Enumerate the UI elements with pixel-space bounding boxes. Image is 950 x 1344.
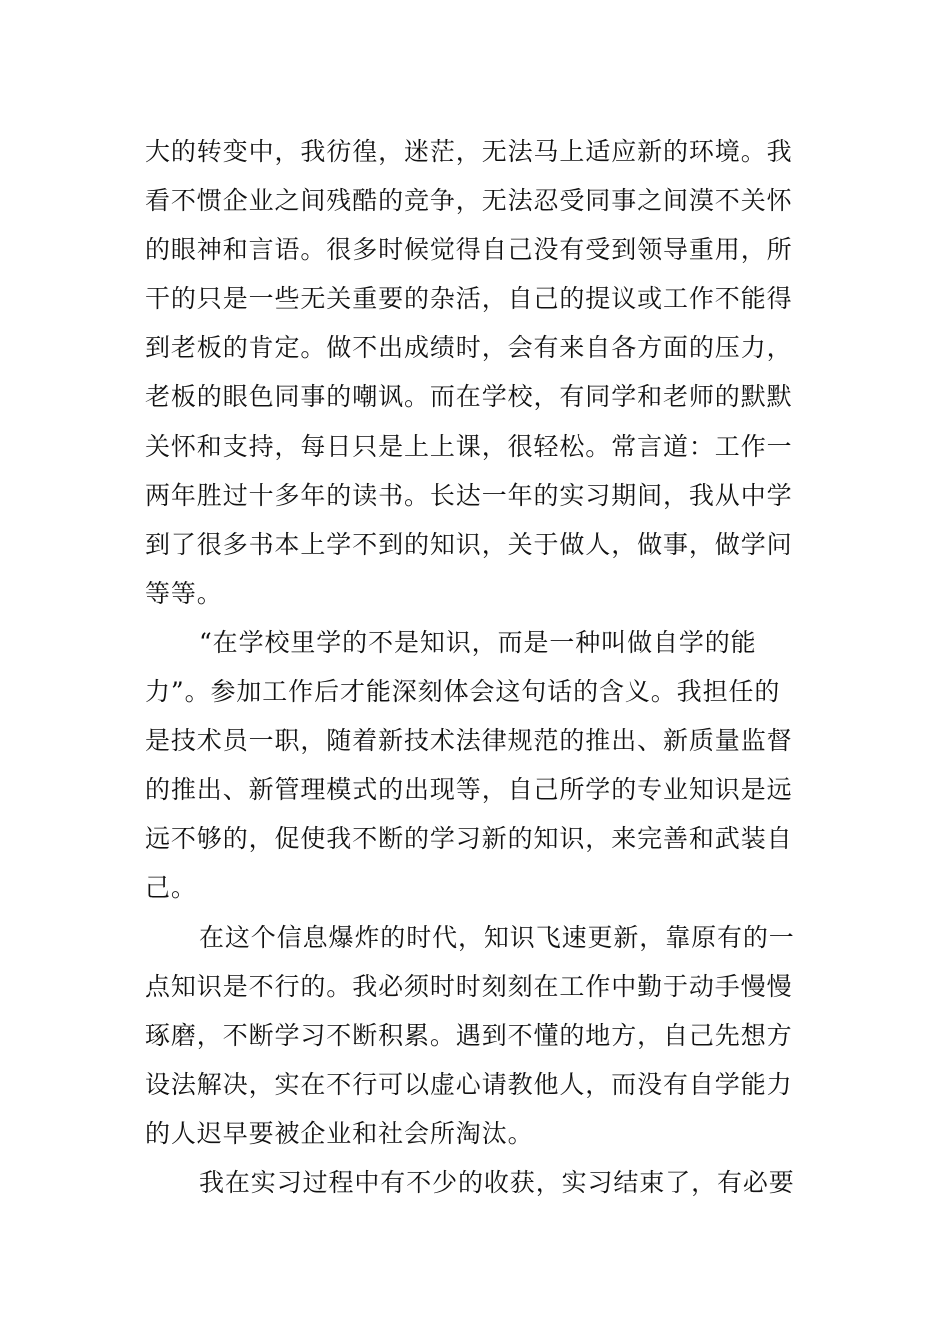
text-line: 看不惯企业之间残酷的竞争，无法忍受同事之间漠不关怀	[145, 186, 793, 216]
text-line: 等等。	[145, 578, 223, 608]
text-line: 老板的眼色同事的嘲讽。而在学校，有同学和老师的默默	[145, 382, 793, 412]
text-line: 己。	[145, 873, 197, 903]
text-line: 大的转变中，我彷徨，迷茫，无法马上适应新的环境。我	[145, 137, 793, 166]
text-line: 设法解决，实在不行可以虚心请教他人，而没有自学能力	[145, 1069, 793, 1099]
text-line: 点知识是不行的。我必须时时刻刻在工作中勤于动手慢慢	[145, 971, 793, 1001]
text-line: 的推出、新管理模式的出现等，自己所学的专业知识是远	[145, 775, 793, 805]
text-line: 干的只是一些无关重要的杂活，自己的提议或工作不能得	[145, 284, 793, 314]
text-line: 琢磨，不断学习不断积累。遇到不懂的地方，自己先想方	[145, 1020, 793, 1050]
paragraph-start-line: 我在实习过程中有不少的收获，实习结束了，有必要	[199, 1167, 795, 1197]
text-line: 远不够的，促使我不断的学习新的知识，来完善和武装自	[145, 824, 793, 854]
text-line: 是技术员一职，随着新技术法律规范的推出、新质量监督	[145, 726, 793, 756]
text-line: 到了很多书本上学不到的知识，关于做人，做事，做学问	[145, 529, 793, 559]
text-line: 的人迟早要被企业和社会所淘汰。	[145, 1118, 534, 1148]
paragraph-start-line: “在学校里学的不是知识，而是一种叫做自学的能	[199, 627, 757, 657]
text-line: 的眼神和言语。很多时候觉得自己没有受到领导重用，所	[145, 235, 793, 265]
text-line: 力”。参加工作后才能深刻体会这句话的含义。我担任的	[145, 677, 781, 707]
text-line: 关怀和支持，每日只是上上课，很轻松。常言道：工作一	[145, 431, 793, 461]
paragraph-start-line: 在这个信息爆炸的时代，知识飞速更新，靠原有的一	[199, 922, 795, 952]
text-line: 到老板的肯定。做不出成绩时，会有来自各方面的压力，	[145, 333, 793, 363]
text-line: 两年胜过十多年的读书。长达一年的实习期间，我从中学	[145, 480, 793, 510]
document-body	[145, 127, 815, 1207]
